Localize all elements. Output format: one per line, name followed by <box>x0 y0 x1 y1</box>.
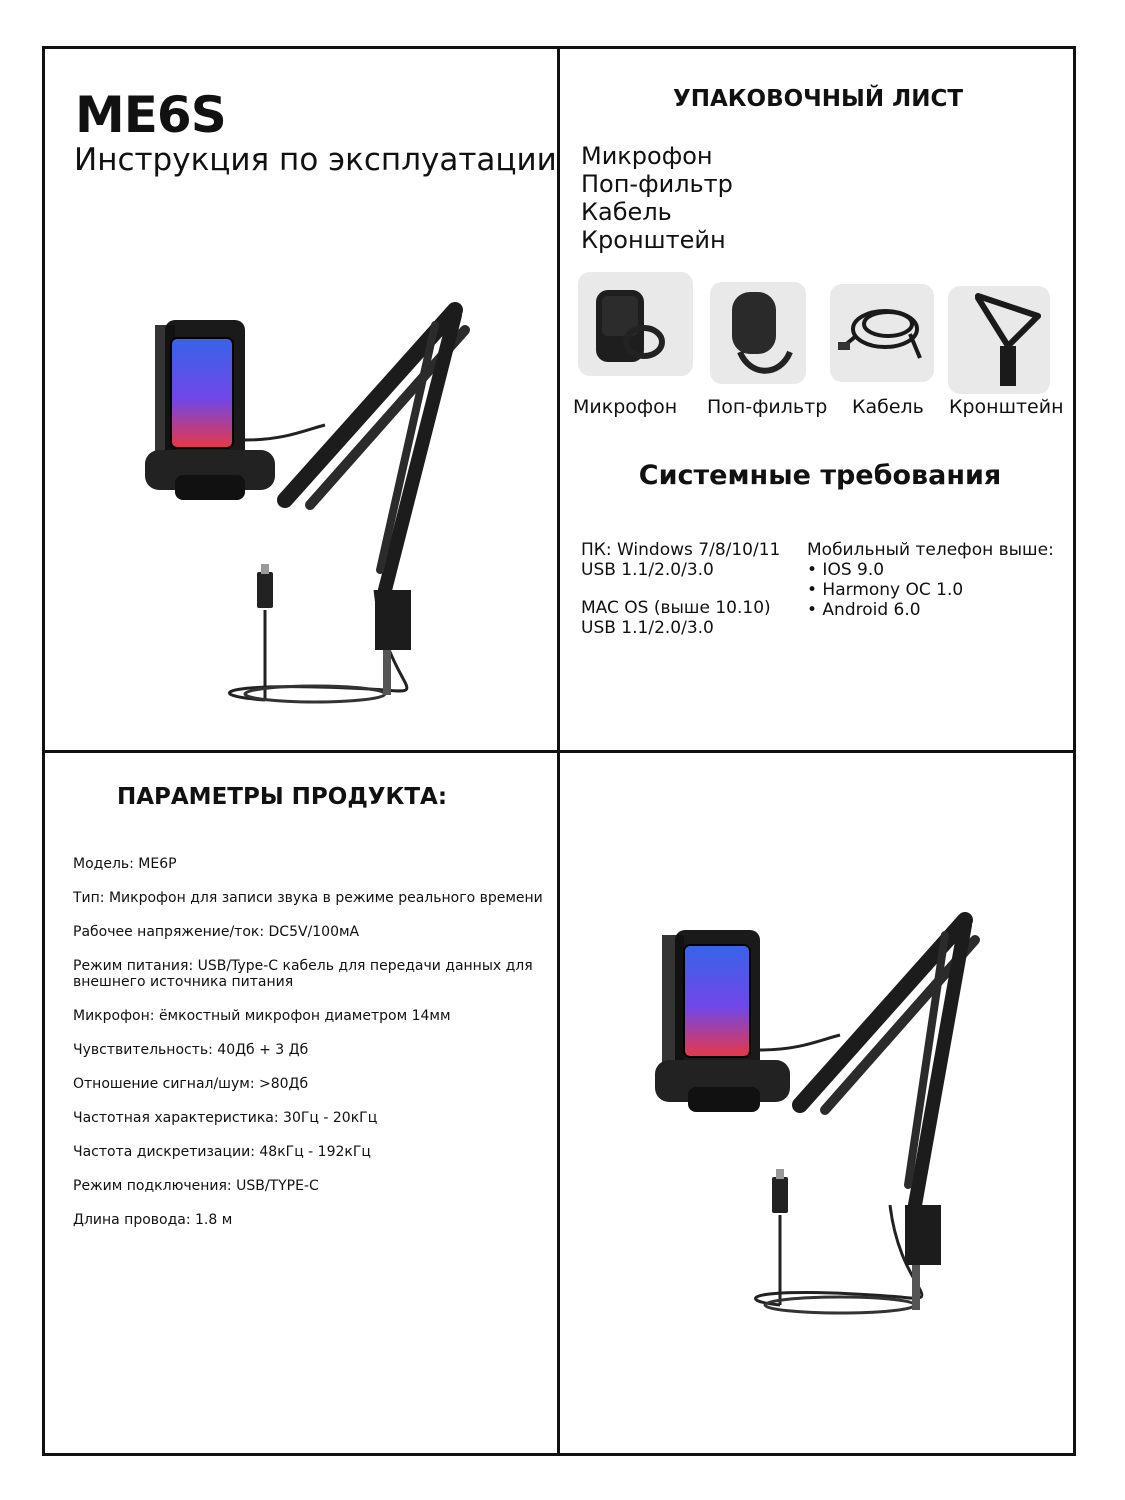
thumb-label-microphone: Микрофон <box>573 396 678 418</box>
param-item: Чувствительность: 40Дб + 3 Дб <box>73 1042 309 1058</box>
param-item: Длина провода: 1.8 м <box>73 1212 233 1228</box>
requirement-line: Мобильный телефон выше: <box>807 540 1054 560</box>
thumb-label-pop-filter: Поп-фильтр <box>707 396 828 418</box>
requirements-mobile <box>807 540 1054 620</box>
packing-item: Поп-фильтр <box>581 170 733 198</box>
microphone-with-arm-image <box>135 290 485 710</box>
product-params-title: ПАРАМЕТРЫ ПРОДУКТА: <box>116 784 448 810</box>
param-item: Отношение сигнал/шум: >80Дб <box>73 1076 309 1092</box>
manual-subtitle: Инструкция по эксплуатации <box>74 142 557 178</box>
requirement-line: MAC OS (выше 10.10) <box>581 598 771 618</box>
requirement-line: USB 1.1/2.0/3.0 <box>581 618 714 638</box>
thumb-arm-stand-image <box>948 286 1050 394</box>
model-title: ME6S <box>75 86 226 144</box>
product-params-list <box>73 856 543 1246</box>
param-item: Режим питания: USB/Type-C кабель для передачи данных для внешнего источника питания <box>73 958 533 990</box>
requirement-line: ПК: Windows 7/8/10/11 <box>581 540 781 560</box>
microphone-with-arm-image-large <box>650 905 990 1325</box>
param-item: Частота дискретизации: 48кГц - 192кГц <box>73 1144 371 1160</box>
thumb-cable-image <box>830 284 934 382</box>
thumb-label-arm: Кронштейн <box>949 396 1064 418</box>
packing-list <box>581 142 733 254</box>
param-item: Микрофон: ёмкостный микрофон диаметром 14мм <box>73 1008 451 1024</box>
packing-item: Кронштейн <box>581 226 726 254</box>
packing-item: Микрофон <box>581 142 713 170</box>
thumb-label-cable: Кабель <box>852 396 924 418</box>
param-item: Модель: ME6P <box>73 856 177 872</box>
param-item: Частотная характеристика: 30Гц - 20кГц <box>73 1110 378 1126</box>
requirement-line: USB 1.1/2.0/3.0 <box>581 560 714 580</box>
thumb-microphone-image <box>578 272 693 376</box>
packing-list-title: УПАКОВОЧНЫЙ ЛИСТ <box>672 86 964 112</box>
requirement-line: • Android 6.0 <box>807 600 921 620</box>
param-item: Рабочее напряжение/ток: DC5V/100мА <box>73 924 360 940</box>
system-requirements-title: Системные требования <box>638 460 1002 491</box>
thumb-pop-filter-image <box>710 282 806 384</box>
packing-item: Кабель <box>581 198 672 226</box>
requirements-pc <box>581 540 780 638</box>
param-item: Режим подключения: USB/TYPE-C <box>73 1178 319 1194</box>
param-item: Тип: Микрофон для записи звука в режиме реального времени <box>73 890 543 906</box>
requirement-line: • IOS 9.0 <box>807 560 885 580</box>
requirement-line: • Harmony OC 1.0 <box>807 580 964 600</box>
horizontal-divider <box>42 750 1076 753</box>
